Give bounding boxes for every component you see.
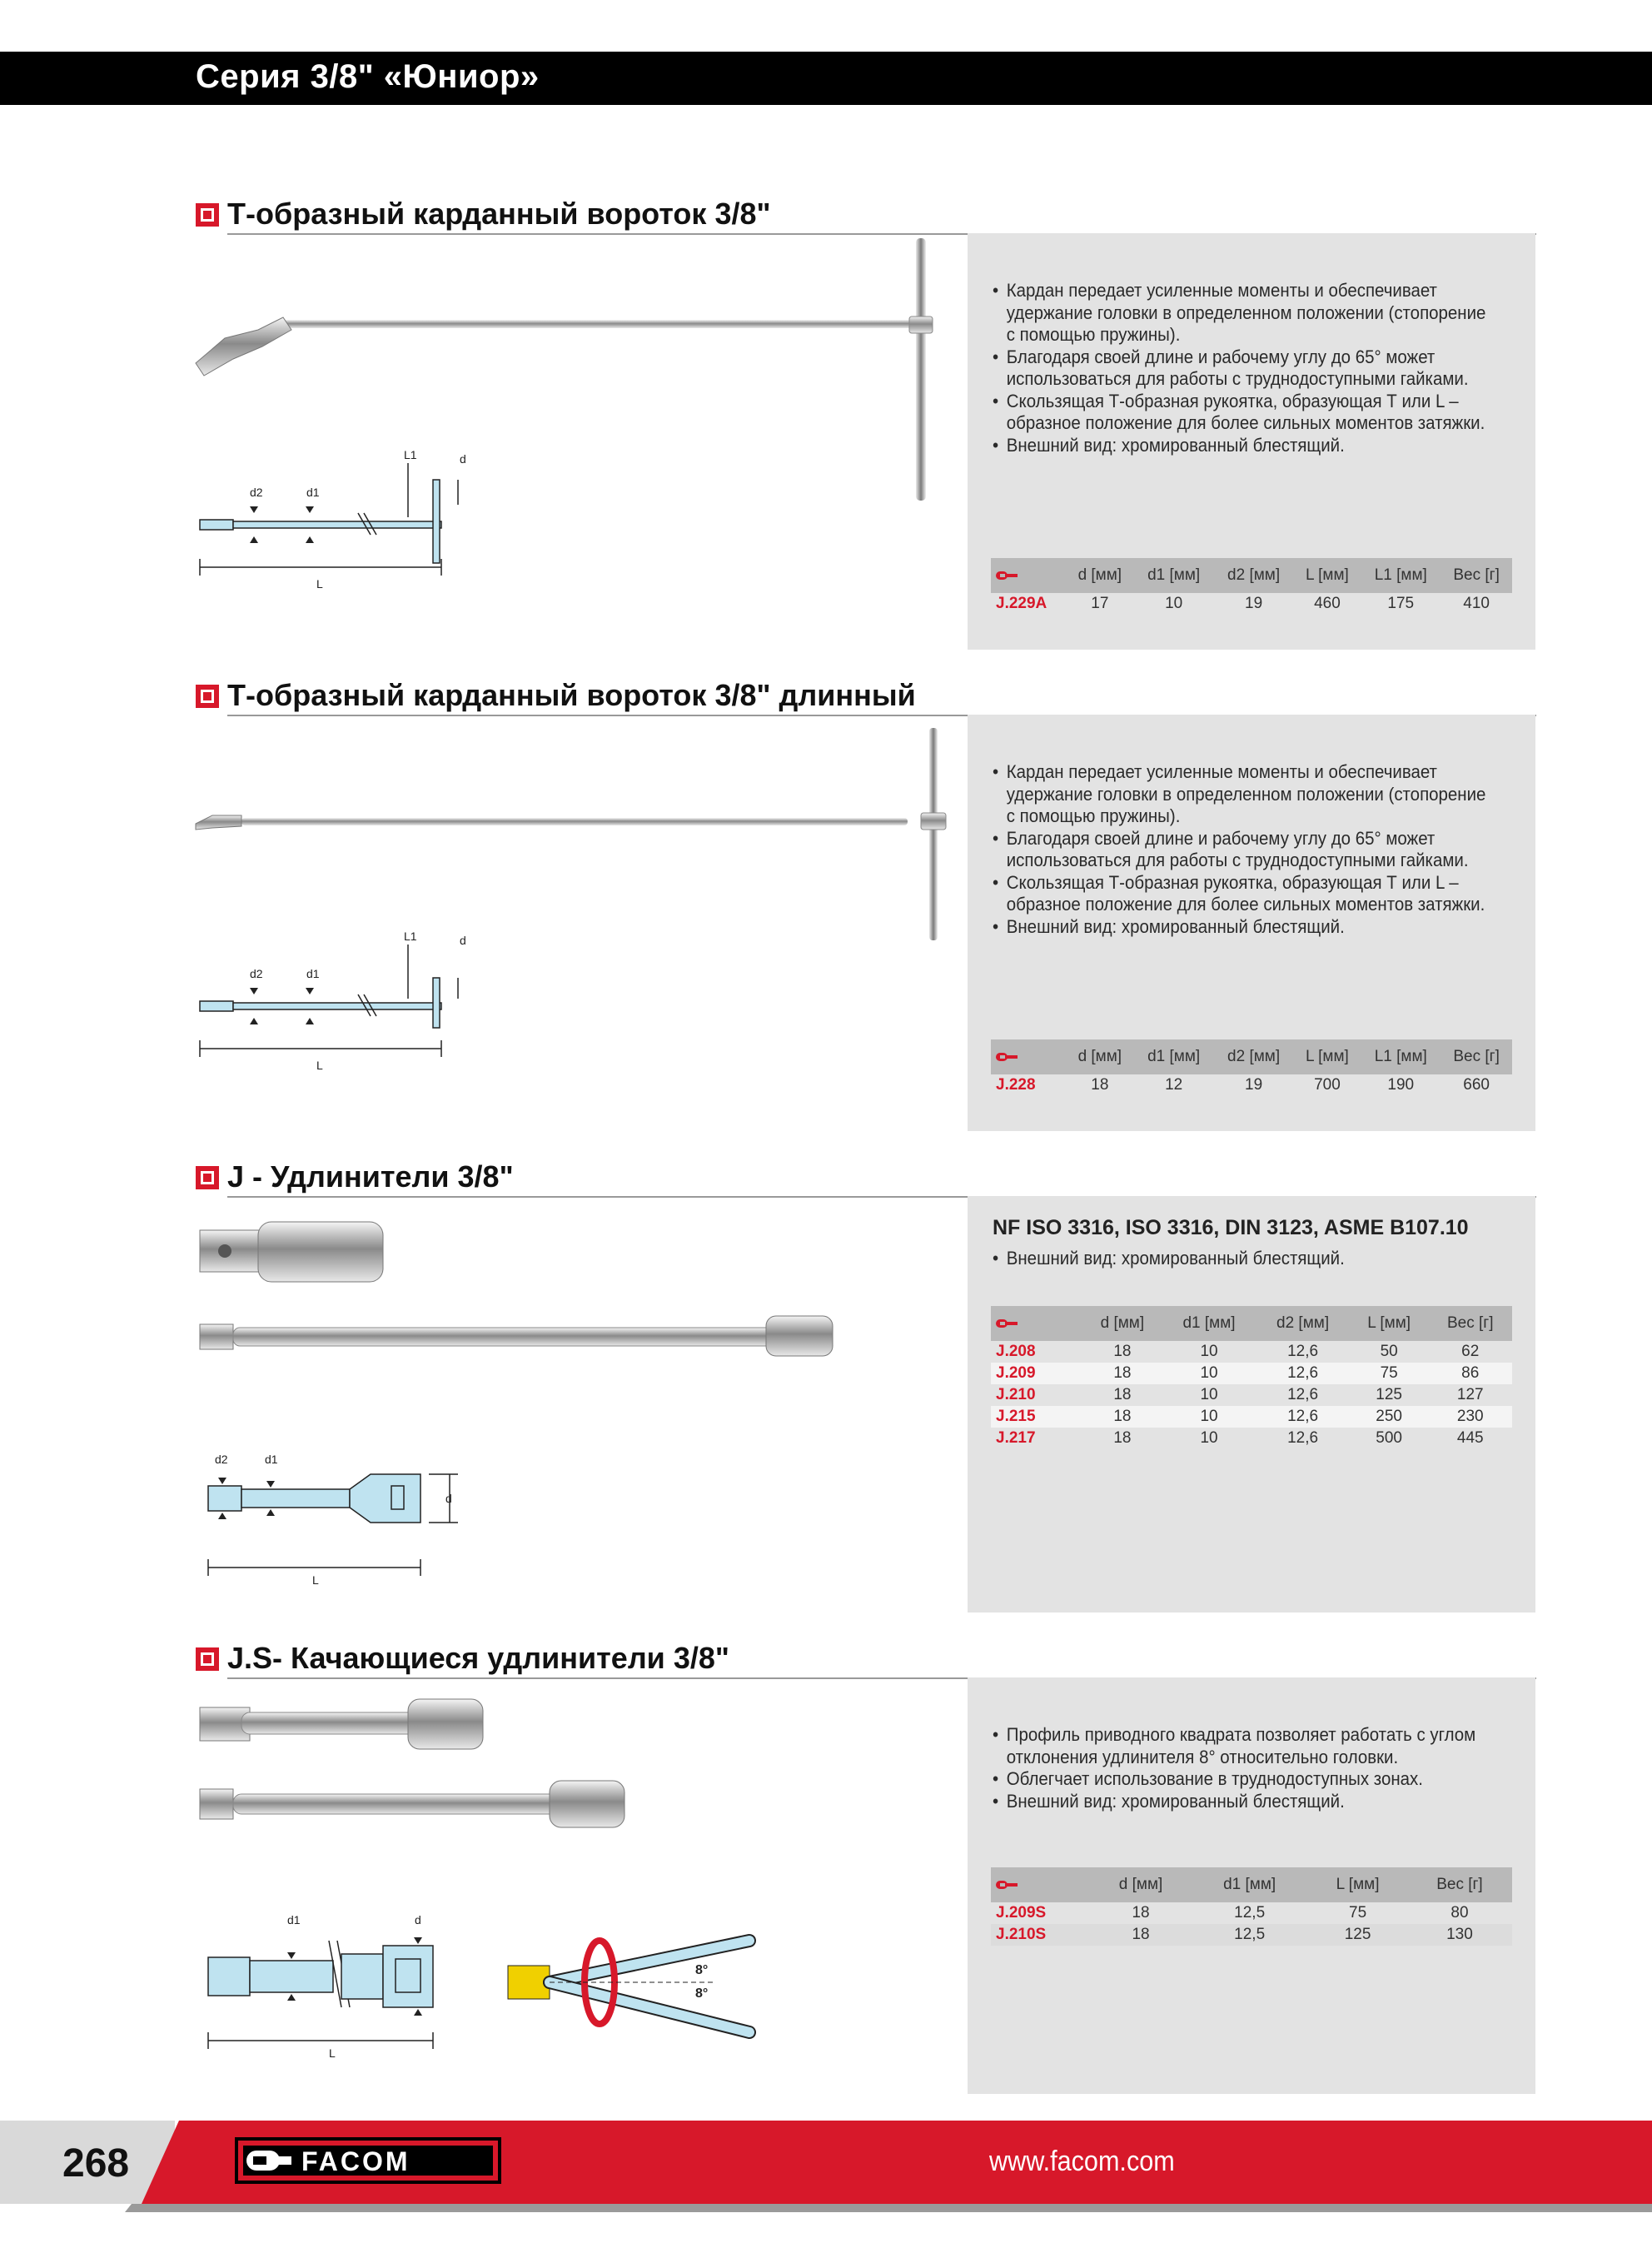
section-t-handle	[0, 197, 1652, 653]
cell: 10	[1165, 595, 1183, 612]
cell: 410	[1463, 595, 1490, 612]
table-row	[991, 1074, 1512, 1096]
cell: 10	[1200, 1429, 1218, 1447]
swing-angle-diagram	[500, 1916, 766, 2057]
cell: 12,5	[1191, 1924, 1308, 1946]
ref-code: J.210	[996, 1386, 1036, 1403]
feature-list	[993, 280, 1488, 456]
cell: 19	[1245, 1076, 1263, 1094]
cell: 75	[1350, 1363, 1429, 1384]
cell: 12,6	[1287, 1386, 1319, 1403]
ref-code: J.215	[991, 1406, 1082, 1428]
cell: 445	[1456, 1429, 1484, 1447]
cell: 10	[1162, 1406, 1256, 1428]
cell: 700	[1314, 1076, 1341, 1094]
table-row	[991, 1924, 1512, 1946]
feature-item: • Кардан передает усиленные моменты и обеспечивает удержание головки в определенном положении (стопорение с помощью пружины).	[993, 761, 1488, 828]
cell: 250	[1350, 1406, 1429, 1428]
section-bullet-icon	[196, 203, 219, 227]
ref-facom-icon	[991, 1306, 1082, 1341]
spec-panel	[968, 233, 1535, 650]
label-d2: d2	[215, 1453, 228, 1466]
feature-list	[993, 761, 1488, 938]
table-row	[991, 1341, 1512, 1363]
ref-code: J.228	[996, 1076, 1036, 1094]
swivel-extensions-diagram	[192, 1907, 475, 2066]
col-header: d1 [мм]	[1162, 1306, 1256, 1341]
angle-top-label: 8°	[695, 1963, 709, 1977]
cell: 130	[1407, 1924, 1512, 1946]
table-header-row	[991, 558, 1512, 593]
spec-table	[991, 1867, 1512, 1946]
col-header: d1 [мм]	[1134, 558, 1214, 593]
angle-bottom-label: 8°	[695, 1986, 709, 2001]
col-header: d [мм]	[1066, 1039, 1134, 1074]
col-header: Вес [г]	[1428, 1306, 1512, 1341]
table-row	[991, 593, 1512, 615]
ref-code: J.209S	[996, 1904, 1047, 1922]
cell: 18	[1113, 1343, 1132, 1360]
col-header: d [мм]	[1066, 558, 1134, 593]
col-header: Вес [г]	[1407, 1867, 1512, 1902]
cell: 18	[1132, 1904, 1150, 1922]
feature-item: • Внешний вид: хромированный блестящий.	[993, 916, 1488, 939]
col-header: L [мм]	[1308, 1867, 1407, 1902]
label-l1: L1	[404, 448, 417, 461]
feature-item: • Облегчает использование в труднодоступных зонах.	[993, 1768, 1488, 1791]
cell: 10	[1162, 1363, 1256, 1384]
col-header: L [мм]	[1350, 1306, 1429, 1341]
cell: 10	[1200, 1386, 1218, 1403]
table-row	[991, 1363, 1512, 1384]
cell: 12	[1165, 1076, 1183, 1094]
footer-grey-strip	[125, 2204, 1652, 2212]
col-header: L1 [мм]	[1361, 558, 1441, 593]
section-bullet-icon	[196, 685, 219, 708]
cell: 12,6	[1256, 1406, 1350, 1428]
feature-list	[993, 1724, 1488, 1812]
col-header: Вес [г]	[1441, 558, 1512, 593]
table-header-row	[991, 1306, 1512, 1341]
label-d: d	[445, 1492, 452, 1505]
section-heading	[196, 1159, 1536, 1196]
table-row	[991, 1428, 1512, 1449]
swivel-extensions-photo	[192, 1691, 658, 1849]
spec-panel	[968, 1196, 1535, 1612]
page-header-band	[0, 52, 1652, 105]
cell: 18	[1113, 1429, 1132, 1447]
col-header: L [мм]	[1294, 1039, 1361, 1074]
cell: 230	[1428, 1406, 1512, 1428]
cell: 18	[1091, 1924, 1191, 1946]
feature-item: • Внешний вид: хромированный блестящий.	[993, 435, 1488, 457]
col-header: d1 [мм]	[1191, 1867, 1308, 1902]
spec-table	[991, 1039, 1512, 1096]
section-t-handle-long	[0, 678, 1652, 1134]
t-handle-diagram	[192, 446, 491, 596]
page-footer	[0, 2121, 1652, 2243]
cell: 190	[1387, 1076, 1415, 1094]
standards-text: NF ISO 3316, ISO 3316, DIN 3123, ASME B107.10	[993, 1216, 1469, 1239]
ref-code: J.210S	[991, 1924, 1091, 1946]
ref-facom-icon	[991, 1039, 1066, 1074]
cell: 500	[1376, 1429, 1402, 1447]
website-link[interactable]: www.facom.com	[989, 2146, 1175, 2177]
col-header: d2 [мм]	[1214, 1039, 1294, 1074]
label-l: L	[316, 1059, 323, 1072]
cell: 12,5	[1234, 1904, 1266, 1922]
page-number: 268	[62, 2141, 130, 2186]
ref-facom-icon	[991, 558, 1066, 593]
label-d2: d2	[250, 967, 263, 980]
spec-table	[991, 1306, 1512, 1449]
cell: 12,6	[1287, 1429, 1319, 1447]
label-d1: d1	[306, 486, 320, 499]
section-swivel-extensions	[0, 1641, 1652, 2097]
cell: 75	[1349, 1904, 1367, 1922]
cell: 125	[1308, 1924, 1407, 1946]
table-row	[991, 1406, 1512, 1428]
feature-item: • Профиль приводного квадрата позволяет работать с углом отклонения удлинителя 8° относительно головки.	[993, 1724, 1488, 1768]
feature-item: • Внешний вид: хромированный блестящий.	[993, 1791, 1488, 1813]
label-d1: d1	[265, 1453, 278, 1466]
feature-item: • Кардан передает усиленные моменты и обеспечивает удержание головки в определенном положении (стопорение с помощью пружины).	[993, 280, 1488, 346]
extensions-diagram	[192, 1426, 475, 1584]
cell: 175	[1387, 595, 1415, 612]
spec-panel	[968, 1677, 1535, 2094]
cell: 18	[1082, 1406, 1162, 1428]
page-title: Серия 3/8" «Юниор»	[196, 58, 540, 95]
cell: 80	[1450, 1904, 1469, 1922]
section-title: J.S- Качающиеся удлинители 3/8"	[227, 1641, 729, 1675]
cell: 18	[1091, 1076, 1109, 1094]
label-l: L	[312, 1573, 319, 1584]
label-l1: L1	[404, 930, 417, 943]
spec-table	[991, 558, 1512, 615]
section-title: J - Удлинители 3/8"	[227, 1159, 514, 1194]
feature-item: • Благодаря своей длине и рабочему углу до 65° может использоваться для работы с труднодоступными гайками.	[993, 346, 1488, 391]
table-header-row	[991, 1039, 1512, 1074]
facom-logo-icon	[235, 2137, 501, 2184]
cell: 660	[1463, 1076, 1490, 1094]
col-header: d1 [мм]	[1134, 1039, 1214, 1074]
label-d1: d1	[287, 1913, 301, 1926]
label-d: d	[460, 934, 466, 947]
ref-facom-icon	[991, 1867, 1091, 1902]
feature-list	[993, 1248, 1488, 1270]
col-header: d [мм]	[1082, 1306, 1162, 1341]
section-heading	[196, 197, 1536, 233]
label-l: L	[316, 577, 323, 591]
cell: 18	[1113, 1386, 1132, 1403]
col-header: d2 [мм]	[1256, 1306, 1350, 1341]
feature-item: • Скользящая Т-образная рукоятка, образующая Т или L – образное положение для более сильных моментов затяжки.	[993, 391, 1488, 435]
cell: 18	[1082, 1363, 1162, 1384]
label-l: L	[329, 2046, 336, 2060]
feature-item: • Благодаря своей длине и рабочему углу до 65° может использоваться для работы с труднодоступными гайками.	[993, 828, 1488, 872]
section-heading	[196, 678, 1536, 715]
section-bullet-icon	[196, 1647, 219, 1671]
ref-code: J.208	[996, 1343, 1036, 1360]
cell: 17	[1091, 595, 1109, 612]
t-handle-long-diagram	[192, 928, 491, 1078]
cell: 86	[1428, 1363, 1512, 1384]
cell: 50	[1380, 1343, 1398, 1360]
cell: 10	[1200, 1343, 1218, 1360]
label-d: d	[415, 1913, 421, 1926]
col-header: Вес [г]	[1441, 1039, 1512, 1074]
ref-code: J.229A	[996, 595, 1047, 612]
extensions-photo	[192, 1218, 874, 1384]
label-d: d	[460, 452, 466, 466]
cell: 12,6	[1256, 1363, 1350, 1384]
col-header: d2 [мм]	[1214, 558, 1294, 593]
section-title: Т-образный карданный вороток 3/8" длинный	[227, 678, 916, 712]
section-title: Т-образный карданный вороток 3/8"	[227, 197, 771, 231]
label-d2: d2	[250, 486, 263, 499]
t-handle-long-photo	[192, 720, 958, 953]
table-header-row	[991, 1867, 1512, 1902]
ref-code: J.209	[991, 1363, 1082, 1384]
cell: 12,6	[1287, 1343, 1319, 1360]
cell: 127	[1456, 1386, 1484, 1403]
cell: 19	[1245, 595, 1263, 612]
col-header: L1 [мм]	[1361, 1039, 1441, 1074]
spec-panel	[968, 715, 1535, 1131]
feature-item: • Внешний вид: хромированный блестящий.	[993, 1248, 1488, 1270]
table-row	[991, 1902, 1512, 1924]
section-bullet-icon	[196, 1166, 219, 1189]
ref-code: J.217	[996, 1429, 1036, 1447]
section-heading	[196, 1641, 1536, 1677]
cell: 460	[1314, 595, 1341, 612]
cell: 125	[1376, 1386, 1402, 1403]
section-extensions	[0, 1159, 1652, 1616]
label-d1: d1	[306, 967, 320, 980]
feature-item: • Скользящая Т-образная рукоятка, образующая Т или L – образное положение для более сильных моментов затяжки.	[993, 872, 1488, 916]
table-row	[991, 1384, 1512, 1406]
col-header: d [мм]	[1091, 1867, 1191, 1902]
facom-logo-text: FACOM	[301, 2146, 411, 2176]
cell: 62	[1461, 1343, 1480, 1360]
col-header: L [мм]	[1294, 558, 1361, 593]
